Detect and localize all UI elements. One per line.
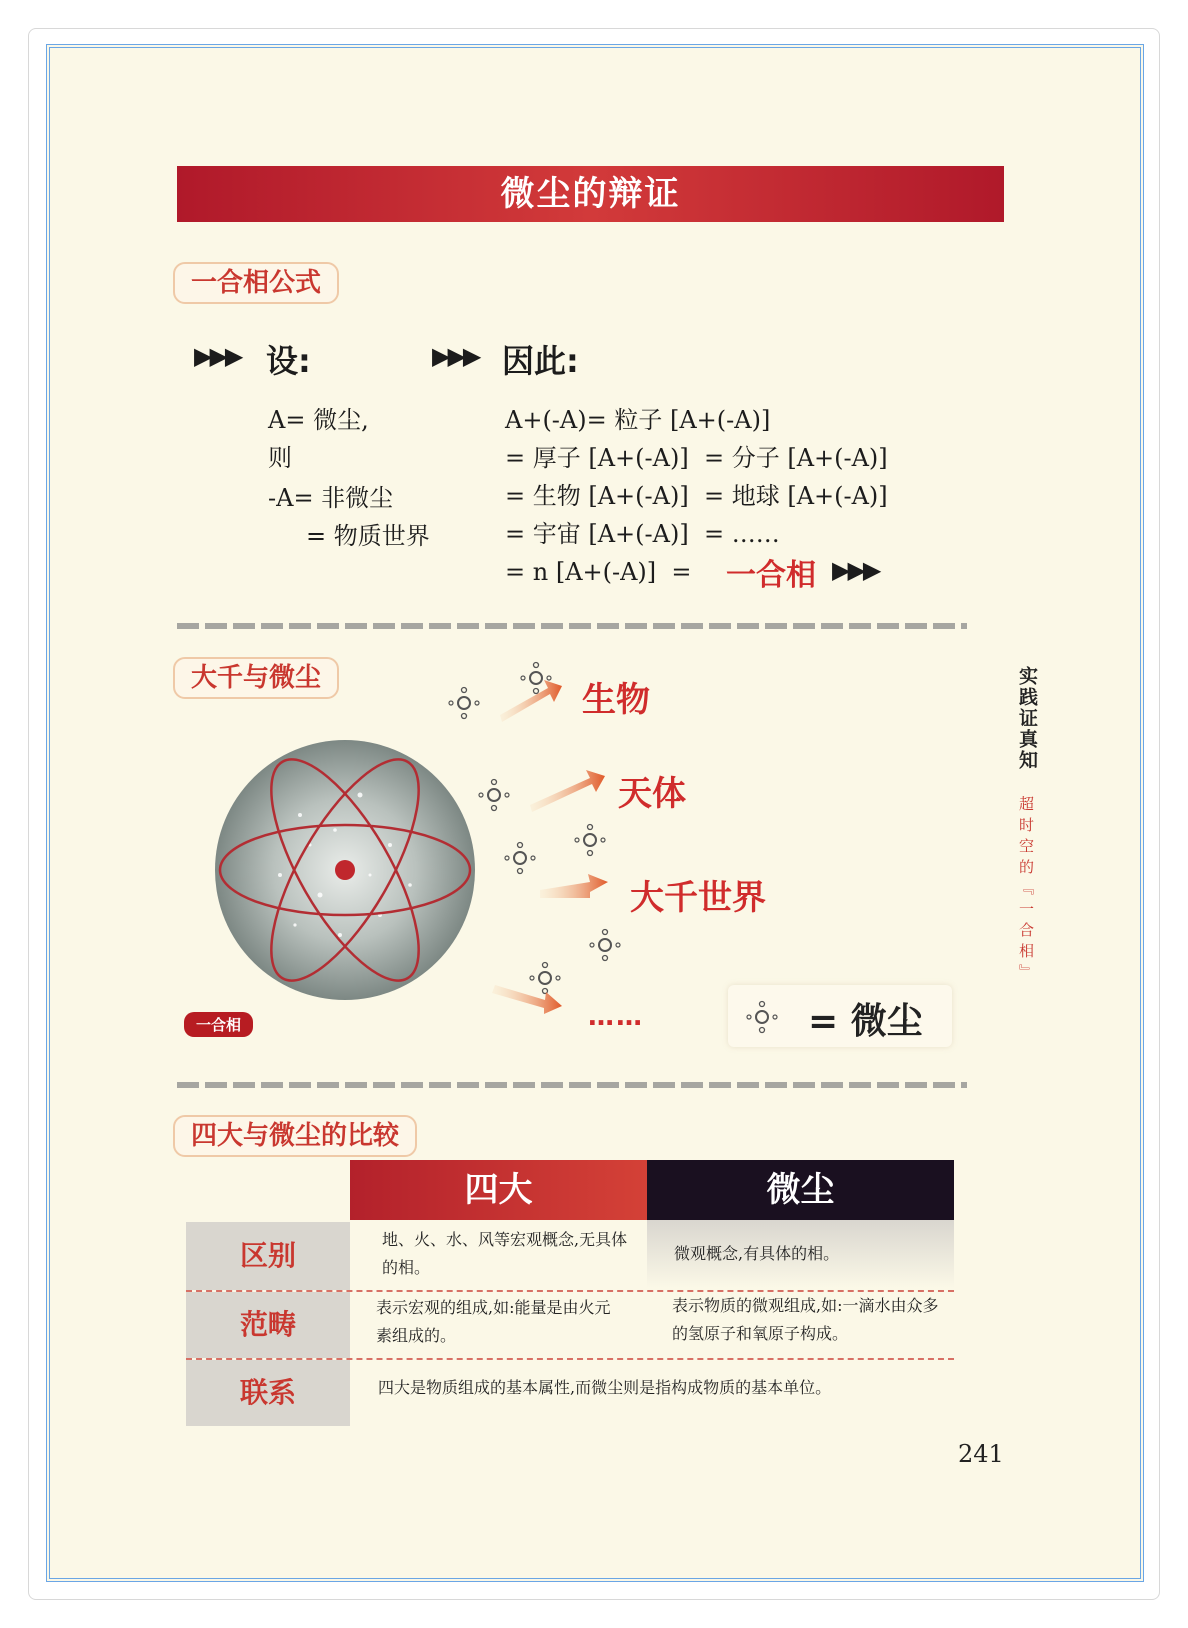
column-header-mote: 微尘 [647,1160,954,1220]
page-title: 微尘的辩证 [500,174,681,214]
output-label: 天体 [618,774,686,814]
set-line: A= 微尘, [268,406,369,434]
table-cell: 表示宏观的组成,如:能量是由火元素组成的。 [376,1298,611,1345]
one-aggregate-badge: 一合相 [184,1012,253,1037]
section-label-cosmos: 大千与微尘 [173,657,339,699]
section-label-comparison: 四大与微尘的比较 [173,1115,417,1157]
formula-line: = n [A+(-A)] = [505,558,692,586]
row-header: 联系 [186,1360,350,1426]
section-label-formula: 一合相公式 [173,262,339,304]
divider [177,623,967,629]
set-line: 则 [268,444,292,472]
output-label: 大千世界 [630,878,766,918]
table-cell: 表示物质的微观组成,如:一滴水由众多的氢原子和氧原子构成。 [672,1296,939,1343]
nucleus-icon [335,860,355,880]
row-divider [186,1290,954,1292]
table-cell: 四大是物质组成的基本属性,而微尘则是指构成物质的基本单位。 [378,1378,832,1397]
divider [177,1082,967,1088]
formula-line: A+(-A)= 粒子 [A+(-A)] [505,406,771,434]
formula-line: = 厚子 [A+(-A)] = 分子 [A+(-A)] [505,444,888,472]
formula-line: = 宇宙 [A+(-A)] = …… [505,520,780,548]
output-label: 生物 [582,680,650,720]
arrow-icon-conclusion: ▶▶▶ [832,556,879,584]
equation-box [728,985,952,1047]
table-cell: 微观概念,有具体的相。 [674,1244,840,1263]
set-line: -A= 非微尘 [268,484,394,512]
equation-text: = 微尘 [808,1001,923,1042]
formula-line: = 生物 [A+(-A)] = 地球 [A+(-A)] [505,482,888,510]
conclusion-term: 一合相 [726,558,816,593]
set-line: = 物质世界 [306,522,430,550]
column-header-four-elements: 四大 [350,1160,647,1220]
row-divider [186,1358,954,1360]
title-banner [177,166,1004,222]
therefore-heading: 因此: [502,342,579,380]
arrow-icon-set: ▶▶▶ [194,342,241,370]
side-subtitle: 超时空的『一合相』 [1017,796,1035,985]
table-cell: 地、火、水、风等宏观概念,无具体的相。 [382,1230,628,1277]
row-header: 范畴 [186,1292,350,1358]
row-header: 区别 [186,1222,350,1290]
output-label: …… [588,1002,644,1032]
page-number: 241 [958,1440,1004,1468]
set-heading: 设: [266,342,311,380]
mote-icon [742,997,782,1037]
side-title: 实践证真知 [1016,666,1038,771]
arrow-icon-therefore: ▶▶▶ [432,342,479,370]
